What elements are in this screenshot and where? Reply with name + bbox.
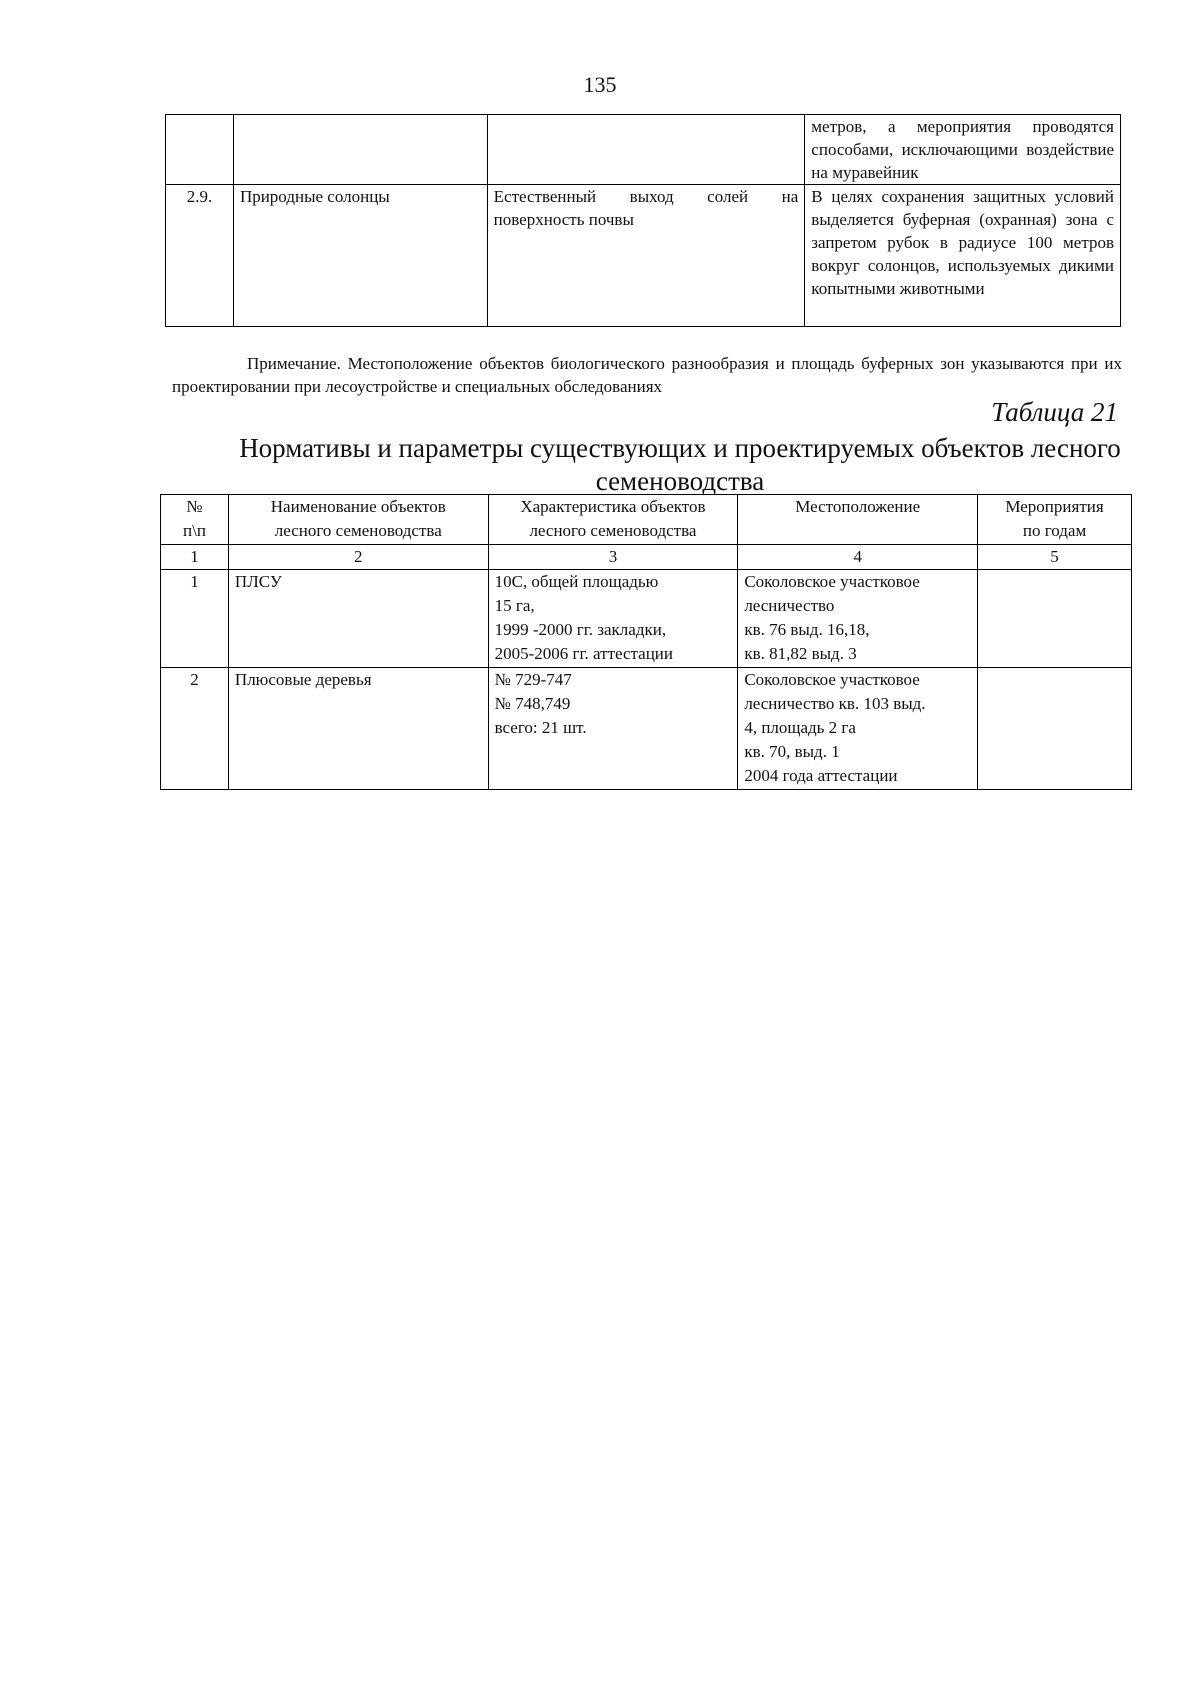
location-cell: Соколовское участковое лесничество кв. 103 выд. 4, площадь 2 га кв. 70, выд. 1 2004 года аттестации [738,668,978,790]
row-number-cell: 2 [161,668,229,790]
measures-cell: метров, а мероприятия проводятся способами, исключающими воздействие на муравейник [805,115,1121,185]
column-header: Мероприятия по годам [978,495,1132,545]
characteristics-cell: 10С, общей площадью 15 га, 1999 -2000 гг. закладки, 2005-2006 гг. аттестации [488,570,738,668]
table-header-row [161,495,1132,545]
column-number: 1 [161,545,229,570]
object-description-cell: Естественный выход солей на поверхность почвы [487,185,805,327]
table-caption: Таблица 21 [991,397,1118,427]
object-name-cell [233,115,487,185]
object-description-cell [487,115,805,185]
location-cell: Соколовское участковое лесничество кв. 76 выд. 16,18, кв. 81,82 выд. 3 [738,570,978,668]
column-number: 5 [978,545,1132,570]
table-row [161,668,1132,790]
object-name-cell: Плюсовые деревья [228,668,488,790]
column-number-row [161,545,1132,570]
seed-production-table [160,494,1132,790]
page-number: 135 [583,72,617,97]
row-number-cell [166,115,234,185]
column-number: 2 [228,545,488,570]
table-row [161,570,1132,668]
table-note: Примечание. Местоположение объектов биологического разнообразия и площадь буферных зон указываются при их проектировании при лесоустройстве и специальных обследованиях [172,354,1122,396]
column-header: № п\п [161,495,229,545]
measures-cell [978,570,1132,668]
row-number-cell: 1 [161,570,229,668]
table-row [166,115,1121,185]
measures-cell [978,668,1132,790]
object-name-cell: ПЛСУ [228,570,488,668]
column-number: 3 [488,545,738,570]
column-header: Местоположение [738,495,978,545]
column-header: Наименование объектов лесного семеноводства [228,495,488,545]
table-title: Нормативы и параметры существующих и проектируемых объектов лесного семеноводства [239,433,1121,496]
row-number-cell: 2.9. [166,185,234,327]
characteristics-cell: № 729-747 № 748,749 всего: 21 шт. [488,668,738,790]
object-name-cell: Природные солонцы [233,185,487,327]
biodiversity-table-continuation [165,114,1121,327]
column-number: 4 [738,545,978,570]
measures-cell: В целях сохранения защитных условий выделяется буферная (охранная) зона с запретом рубок в радиусе 100 метров вокруг солонцов, используемых дикими копытными животными [805,185,1121,327]
table-row [166,185,1121,327]
column-header: Характеристика объектов лесного семеноводства [488,495,738,545]
